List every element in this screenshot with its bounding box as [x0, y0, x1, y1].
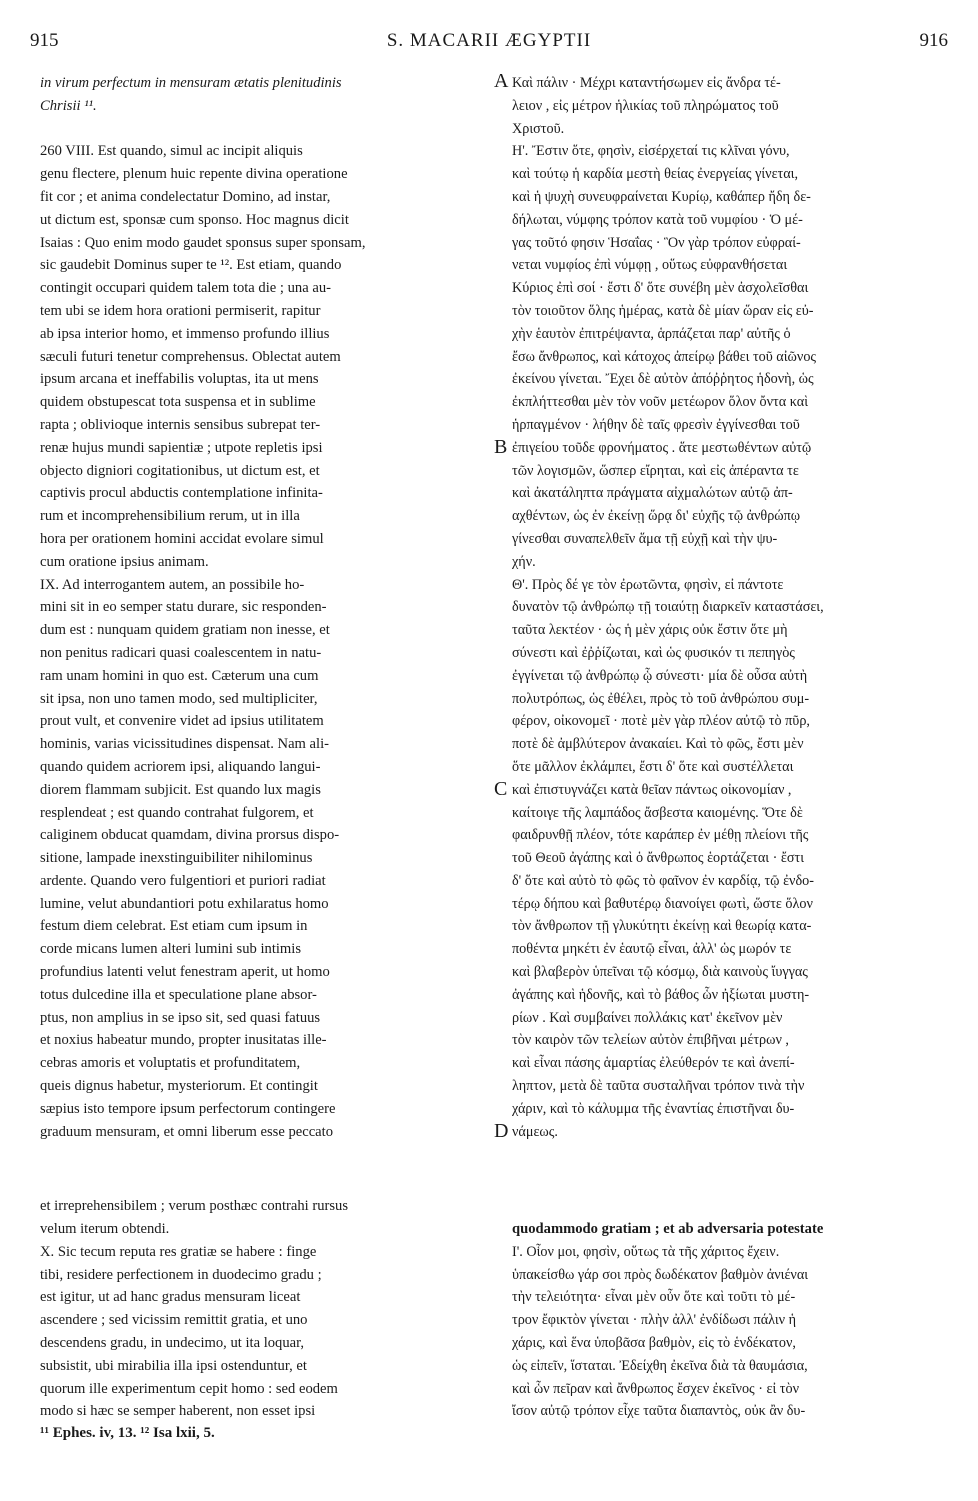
text-line: non penitus radicari quasi coalescentem in natu- [40, 644, 322, 661]
text-line: δ' ὅτε καὶ αὐτὸ τὸ φῶς τὸ φαῖνον ἐν καρδίᾳ, τῷ ἐνδο- [512, 872, 814, 889]
text-line: totus dulcedine illa et speculatione plane absor- [40, 986, 317, 1003]
text-line: καὶ βλαβερὸν ὑπεῖναι τῷ κόσμῳ, διὰ καινοὺς ἴυγγας [512, 964, 808, 981]
spanning-line-latin-right: quodammodo gratiam ; et ab adversaria potestate [512, 1220, 824, 1237]
text-line: modo si hæc se semper haberent, non esset ipsi [40, 1403, 316, 1420]
greek-column [512, 72, 944, 1143]
text-line: τέρῳ δήπου καὶ βαθυτέρῳ διανοίγει φωτὶ, ὥστε ὅλον [512, 895, 813, 912]
text-line: hominis, varias vicissitudines dispensat. Nam ali- [40, 736, 329, 753]
page-header [30, 30, 948, 60]
text-line [512, 1218, 944, 1241]
text-line: ipsum arcana et ineffabilis voluptas, ita ut mens [40, 371, 319, 388]
text-line: fit cor ; et anima condelectatur Domino, ad instar, [40, 188, 331, 205]
text-line: diorem flammam subjicit. Est quando lux magis [40, 781, 321, 798]
text-line: τοῦ Θεοῦ ἀγάπης καὶ ὁ ἄνθρωπος ἑορτάζεται · ἔστι [512, 850, 805, 867]
text-line: φέρον, οἰκονομεῖ · ποτὲ μὲν γὰρ πλέον αὐτῷ τὸ πῦρ, [512, 713, 810, 730]
page-number-right: 916 [919, 30, 948, 51]
text-line: X. Sic tecum reputa res gratiæ se habere : finge [40, 1243, 317, 1260]
text-line: δήλωται, νύμφης τρόπον κατὰ τοῦ νυμφίου · Ὁ μέ- [512, 211, 803, 228]
text-line: δυνατὸν τῷ ἀνθρώπῳ τῇ τοιαύτῃ διαρκεῖν καταστάσει, [512, 599, 824, 616]
text-line: Κύριος ἐπὶ σοί · ἔστι δ' ὅτε συνέβη μὲν ἀσχολεῖσθαι [512, 280, 809, 297]
text-line: subsistit, ubi mirabilia illa ipsi ostenduntur, et [40, 1357, 307, 1374]
text-line: quorum ille experimentum cepit homo : sed eodem [40, 1380, 338, 1397]
text-line: velum iterum obtendi. [40, 1221, 170, 1237]
text-line: φαιδρυνθῇ πλέον, τότε καράπερ ἐν μέθῃ πλείονι τῆς [512, 827, 809, 844]
greek-column-lower [512, 1218, 944, 1423]
text-line: quando quidem acriorem ipsi, aliquando langui- [40, 758, 321, 775]
text-line: ἐγγίνεται τῷ ἀνθρώπῳ ᾧ σύνεστι· μία δὲ οὖσα αὐτὴ [512, 667, 808, 684]
footnotes: ¹¹ Ephes. iv, 13. ¹² Isa lxii, 5. [40, 1425, 215, 1441]
text-line: τρον ἔφικτὸν γίνεται · πλὴν ἀλλ' ἐνδίδωσι πάλιν ἡ [512, 1312, 797, 1329]
text-line: ptus, non amplius in se ipso sit, sed quasi fatuus [40, 1009, 321, 1026]
text-line: lumine, velut abundantiori potu exhilaratus homo [40, 895, 329, 912]
text-line: Isaias : Quo enim modo gaudet sponsus super sponsam, [40, 234, 366, 251]
margin-marker-d: D [494, 1120, 509, 1142]
text-line: χάριν, καὶ τὸ κάλυμμα τῆς ἐναντίας ἐπιστῆναι δυ- [512, 1100, 795, 1117]
text-line: καὶ ὧν πεῖραν καὶ ἄνθρωπος ἔσχεν ἐκεῖνος · εἰ τὸν [512, 1380, 800, 1397]
text-line: τὸν τοιοῦτον ὅλης ἡμέρας, κατὰ δὲ μίαν ὥραν εἰς εὐ- [512, 302, 814, 319]
text-line: dum est : nunquam quidem gratiam non inesse, et [40, 622, 330, 639]
text-line: τῶν λογισμῶν, ὥσπερ εἴρηται, καὶ εἰς ἀπέραντα τε [512, 462, 799, 479]
text-line: νάμεως. [512, 1123, 558, 1140]
latin-column [40, 72, 492, 1143]
text-line: ὡς εἰπεῖν, ἵσταται. Ἐδείχθη ἐκεῖνα διὰ τὰ θαυμάσια, [512, 1357, 808, 1374]
text-line: ταῦτα λεκτέον · ὡς ἡ μὲν χάρις οὐκ ἔστιν ὅτε μὴ [512, 622, 788, 639]
text-line: γίνεσθαι συναπελθεῖν ἅμα τῇ εὐχῇ καὶ τὴν ψυ- [512, 530, 778, 547]
text-line: ram unam homini in quo est. Cæterum una cum [40, 667, 319, 684]
margin-marker-a: A [494, 70, 509, 92]
text-line: ρίων . Καὶ συμβαίνει πολλάκις κατ' ἐκεῖνον μὲν [512, 1009, 783, 1026]
text-line: χάρις, καὶ ἕνα ὑποβᾶσα βαθμὸν, εἰς τὸ ἑνδέκατον, [512, 1334, 796, 1351]
text-line: graduum mensuram, et omni liberum esse peccato [40, 1123, 334, 1140]
text-line: profundius latenti velut fenestram aperit, ut homo [40, 964, 330, 981]
text-line: αχθέντων, ὡς ἐν ἐκείνῃ ὥρᾳ δι' εὐχῆς τῷ ἀνθρώπῳ [512, 508, 801, 525]
text-line: Ι'. Οἷον μοι, φησὶν, οὕτως τὰ τῆς χάριτος ἔχειν. [512, 1243, 780, 1260]
text-line: λειον , εἰς μέτρον ἡλικίας τοῦ πληρώματος τοῦ [512, 97, 779, 114]
text-line: καὶ ἀκατάληπτα πράγματα αἰχμαλώτων αὐτῷ ἀπ- [512, 485, 793, 502]
text-line: Η'. Ἔστιν ὅτε, φησὶν, εἰσέρχεταί τις κλῖναι γόνυ, [512, 143, 790, 160]
text-line: ἴσον αὐτῷ τρόπον εἶχε ταῦτα διαπαντὸς, οὐκ ἂν δυ- [512, 1403, 806, 1420]
text-line: renæ hujus mundi sapientiæ ; utpote repletis ipsi [40, 439, 323, 456]
text-line: corde micans lumen alteri lumini sub intimis [40, 941, 302, 958]
text-line: est igitur, ut ad hanc gradus mensuram liceat [40, 1289, 301, 1306]
text-line: sit ipsa, non uno tamen modo, sed multipliciter, [40, 690, 318, 707]
text-line: tem ubi se idem hora orationi permiserit, rapitur [40, 302, 321, 319]
text-line: in virum perfectum in mensuram ætatis plenitudinis [40, 75, 342, 91]
text-line: καὶ ἡ ψυχὴ συνευφραίνεται Κυρίῳ, καθάπερ ἤδη δε- [512, 188, 811, 205]
text-line: et noxius habeatur mundo, propter inusitatas ille- [40, 1032, 327, 1049]
text-line: ὑπακείσθω γάρ σοι πρὸς δωδέκατον βαθμὸν ἀνιέναι [512, 1266, 809, 1283]
text-line: queis dignus habetur, mysteriorum. Et contingit [40, 1078, 318, 1095]
text-line: sitione, lampade inexstinguibiliter nihilominus [40, 850, 313, 867]
margin-marker-c: C [494, 778, 508, 800]
text-line: Καὶ πάλιν · Μέχρι καταντήσωμεν εἰς ἄνδρα τέ- [512, 75, 781, 91]
text-line: ab ipsa interior homo, et immenso profundo illius [40, 325, 330, 342]
text-line: objecto digniori cogitationibus, ut dictum est, et [40, 462, 320, 479]
text-line: καὶ τούτῳ ἡ καρδία μεστὴ θείας ἐνεργείας γίνεται, [512, 166, 799, 183]
text-line: descendens gradu, in undecimo, ut ita loquar, [40, 1334, 305, 1351]
text-line: ut dictum est, sponsæ cum sponso. Hoc magnus dicit [40, 211, 349, 228]
text-line: ἐκπλήττεσθαι μὲν τὸν νοῦν μετέωρον ὅλον ὄντα καὶ [512, 394, 809, 411]
margin-marker-b: B [494, 436, 508, 458]
text-line: caliginem obducat quamdam, divina prorsus dispo- [40, 827, 340, 844]
text-line: mini sit in eo semper statu durare, sic responden- [40, 599, 327, 616]
text-line: contingit occupari quidem talem tota die ; una au- [40, 280, 331, 297]
text-line: ποτὲ δὲ ἀμβλύτερον ἀνακαίει. Καὶ τὸ φῶς, ἔστι μὲν [512, 736, 804, 753]
text-line: τὸν καιρὸν τῶν τελείων αὐτὸν ἐπιβῆναι μέτρων , [512, 1032, 789, 1049]
text-line: ὅτε μᾶλλον ἐκλάμπει, ἔστι δ' ὅτε καὶ συστέλλεται [512, 758, 794, 775]
text-line: καίτοιγε τῆς λαμπάδος ἄσβεστα καιομένης. Ὅτε δὲ [512, 804, 803, 821]
text-line: festum diem celebrat. Est etiam cum ipsum in [40, 918, 308, 935]
text-line: ἔσω ἄνθρωπος, καὶ κάτοχος ἀπείρῳ βάθει τοῦ αἰῶνος [512, 348, 817, 365]
text-line: Χριστοῦ. [512, 120, 565, 137]
page-number-left: 915 [30, 30, 59, 51]
text-line: IX. Ad interrogantem autem, an possibile ho- [40, 576, 305, 593]
text-line: πολυτρόπως, ὡς ἐθέλει, πρὸς τὸ τοῦ ἀνθρώπου συμ- [512, 690, 810, 707]
text-line: rapta ; oblivioque internis sensibus subrepat ter- [40, 416, 321, 433]
latin-column-lower [40, 1218, 492, 1423]
text-line: sæpius isto tempore ipsum perfectorum contingere [40, 1100, 336, 1117]
text-line: ἀγάπης καὶ ἡδονῆς, καὶ τὸ βάθος ὧν ἠξίωται μυστη- [512, 986, 810, 1003]
running-title: S. MACARII ÆGYPTII [386, 30, 592, 51]
text-line: ληπτον, μετὰ δὲ ταῦτα συσταλῆναι τρόπον τινὰ τὴν [512, 1078, 805, 1095]
text-line: ποθέντα μηκέτι ἐν ἑαυτῷ εἶναι, ἀλλ' ὡς μωρόν τε [512, 941, 792, 958]
spanning-line-latin: et irreprehensibilem ; verum posthæc contrahi rursus [40, 1197, 349, 1214]
text-line: hora per orationem homini accidat evolare simul [40, 530, 324, 547]
text-line: 260 VIII. Est quando, simul ac incipit aliquis [40, 143, 303, 160]
text-line: ascendere ; sed vicissim remittit gratia, et uno [40, 1312, 308, 1329]
text-line: τὸν ἄνθρωπον τῇ γλυκύτητι ἐκείνῃ καὶ θεωρίᾳ κατα- [512, 918, 812, 935]
text-line: γας τοῦτό φησιν Ἡσαΐας · Ὃν γὰρ τρόπον εὐφραί- [512, 234, 801, 251]
text-line: sic gaudebit Dominus super te ¹². Est etiam, quando [40, 257, 342, 274]
text-line: νεται νυμφίος ἐπὶ νύμφῃ , οὕτως εὐφρανθήσεται [512, 257, 788, 274]
text-line: τὴν τελειότητα· εἶναι μὲν οὖν ὅτε καὶ τοῦτι τὸ μέ- [512, 1289, 796, 1306]
text-line: prout vult, et convenire videt ad ipsius utilitatem [40, 713, 324, 730]
text-line: σύνεστι καὶ ἐῤῥίζωται, καὶ ὡς φυσικόν τι πεπηγὸς [512, 644, 795, 661]
text-line: genu flectere, plenum huic repente divina operatione [40, 166, 348, 183]
text-line: Chrisii ¹¹. [40, 97, 97, 114]
text-line: cum oratione ipsius animam. [40, 553, 209, 570]
text-line: ἐπιγείου τοῦδε φρονήματος . ἅτε μεστωθέντων αὐτῷ [512, 439, 812, 456]
text-line: καὶ ἐπιστυγνάζει κατὰ θεῖαν πάντως οἰκονομίαν , [512, 781, 792, 798]
text-line: cebras amoris et voluptatis et profunditatem, [40, 1055, 301, 1072]
text-line: ἐκείνου γίνεται. Ἔχει δὲ αὐτὸν ἀπόῤῥητος ἡδονὴ, ὡς [512, 371, 814, 388]
text-line: tibi, residere perfectionem in duodecimo gradu ; [40, 1266, 322, 1283]
text-line [40, 118, 492, 141]
text-line: rum et incomprehensibilium rerum, ut in illa [40, 508, 300, 525]
text-line: ἡρπαγμένον · λήθην δὲ ταῖς φρεσὶν ἐγγίνεσθαι τοῦ [512, 416, 800, 433]
text-line: χὴν ἑαυτὸν ἐπιτρέψαντα, ἁρπάζεται παρ' αὐτῆς ὁ [512, 325, 791, 342]
text-line: captivis procul abductis contemplatione infinita- [40, 485, 323, 502]
text-line: Θ'. Πρὸς δέ γε τὸν ἐρωτῶντα, φησὶν, εἰ πάντοτε [512, 576, 784, 593]
text-line: resplendeat ; est quando contrahat fulgorem, et [40, 804, 314, 821]
text-line: καὶ εἶναι πάσης ἁμαρτίας ἐλεύθερόν τε καὶ ἀνεπί- [512, 1055, 795, 1072]
text-line: ardente. Quando vero fulgentiori et puriori radiat [40, 872, 326, 889]
text-line: sæculi futuri tenetur comprehensus. Oblectat autem [40, 348, 341, 365]
text-line: χήν. [512, 553, 536, 570]
text-line: quidem obstupescat tota suspensa et in sublime [40, 394, 316, 411]
